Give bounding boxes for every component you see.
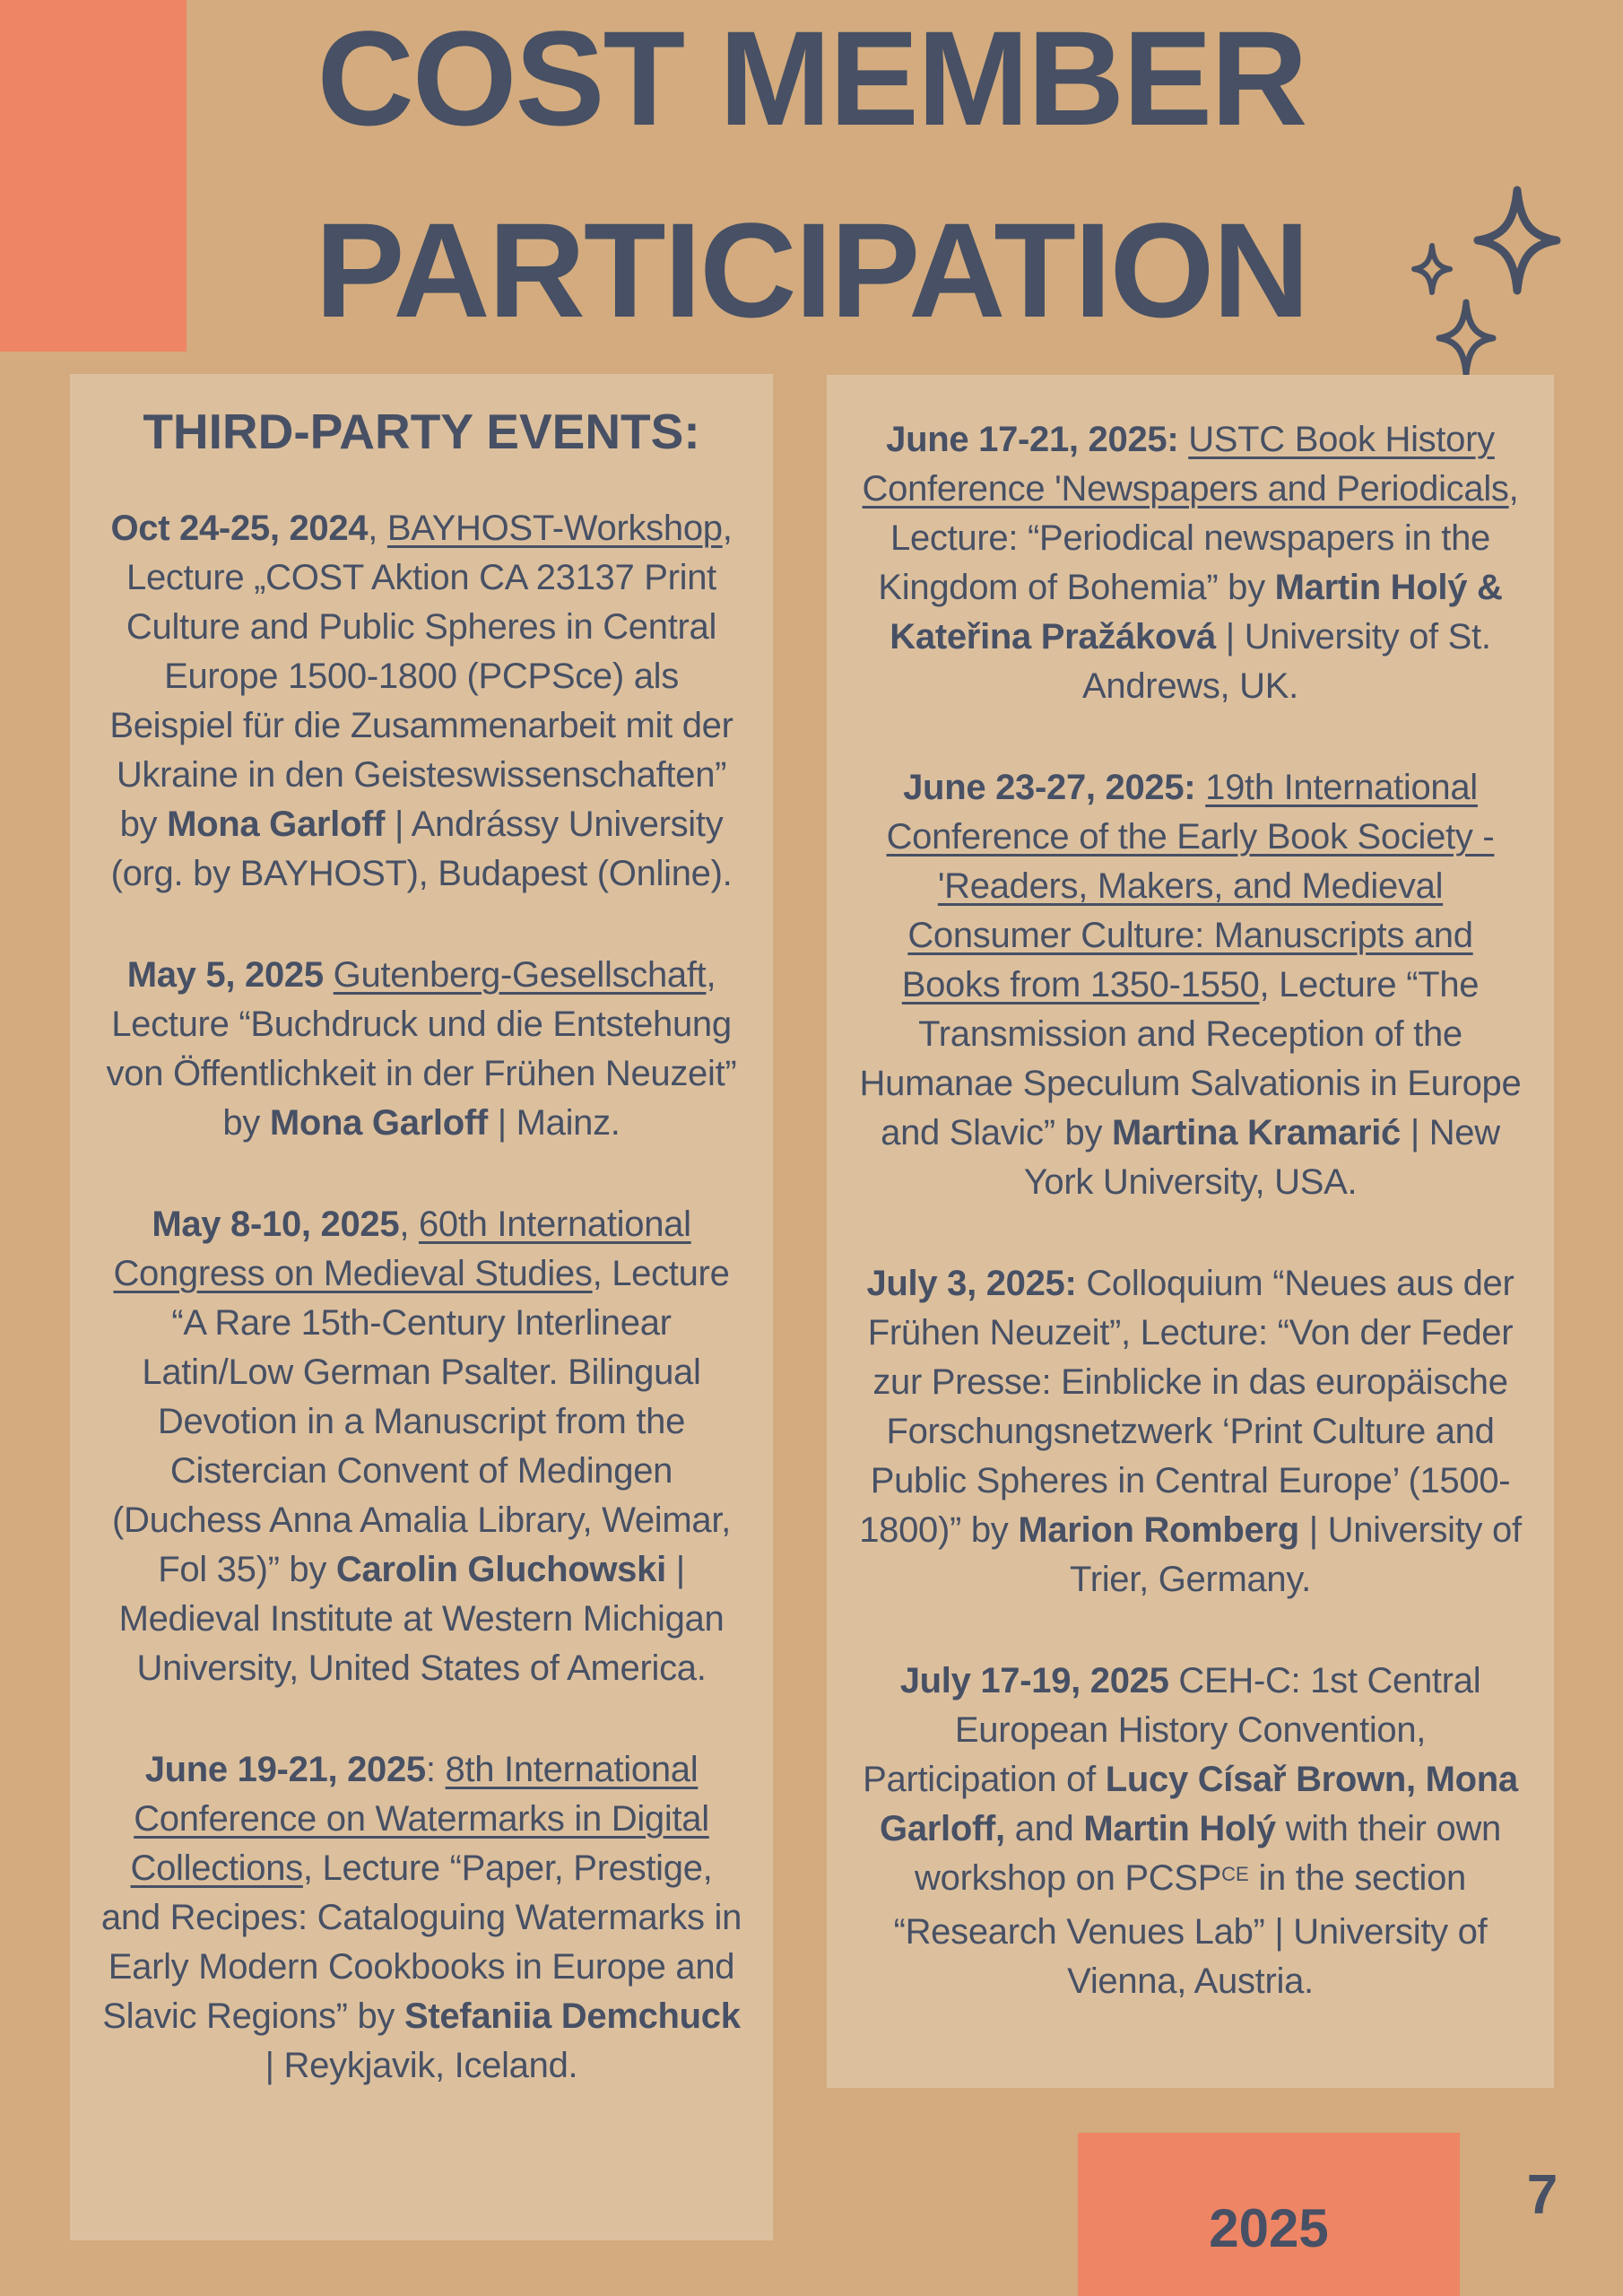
text-run: July 17-19, 2025 [899, 1661, 1169, 1700]
text-run: Colloquium “Neues aus der Frühen Neuzeit”, Lecture: “Von der Feder zur Presse: Einblicke in das europäische Forschungsnetzwerk ‘Print Culture and Public Spheres in Central Europe’ (1500-1800)” by [859, 1264, 1515, 1550]
text-run: May 8-10, 2025 [152, 1204, 400, 1244]
event-link[interactable]: Gutenberg-Gesellschaft [333, 954, 707, 995]
event-item [857, 763, 1523, 1207]
event-item [100, 1745, 742, 2091]
event-link[interactable]: 60th International Congress on Medieval Studies [113, 1204, 691, 1293]
text-run: May 5, 2025 [126, 954, 324, 995]
event-link[interactable]: USTC Book History Conference 'Newspapers and Periodicals [862, 420, 1509, 509]
text-run: | Mainz. [487, 1102, 621, 1143]
text-run: | University of St. Andrews, UK. [1082, 617, 1491, 706]
left-column-heading: THIRD-PARTY EVENTS: [143, 404, 700, 459]
event-link[interactable]: 19th International Conference of the Early Book Society - 'Readers, Makers, and Medieval Consumer Culture: Manuscripts and Books from 1350-1550 [886, 768, 1495, 1004]
text-run [324, 955, 334, 995]
event-item [100, 504, 742, 899]
text-run: Marion Romberg [1018, 1510, 1299, 1550]
text-run: Martin Holý & Kateřina Pražáková [890, 568, 1503, 657]
text-run: , [399, 1204, 419, 1244]
text-run: CEH-C: 1st Central European History Convention, Participation of [863, 1661, 1481, 1799]
text-run: June 23-27, 2025: [903, 768, 1196, 807]
text-run: , Lecture “Buchdruck und die Entstehung von Öffentlichkeit in der Frühen Neuzeit” by [106, 954, 737, 1143]
text-run: | University of Trier, Germany. [1070, 1510, 1522, 1599]
sparkles-icon [1376, 170, 1583, 395]
text-run: | New York University, USA. [1023, 1113, 1500, 1202]
text-run [1178, 420, 1188, 459]
text-run: Lucy Císař Brown, Mona Garloff, [880, 1760, 1518, 1848]
footer-year-badge [1078, 2133, 1460, 2296]
event-link[interactable]: BAYHOST-Workshop [386, 508, 723, 548]
page-title-line1: COST MEMBER [317, 3, 1306, 153]
page-number: 7 [1526, 2164, 1558, 2226]
sparkle-bottom-icon [1439, 302, 1493, 374]
text-run: | Andrássy University (org. by BAYHOST), Budapest (Online). [110, 804, 733, 893]
text-run: Mona Garloff [269, 1102, 488, 1143]
text-run: : [425, 1749, 446, 1789]
left-events-panel [70, 374, 773, 2240]
text-run: , Lecture “Paper, Prestige, and Recipes: Cataloguing Watermarks in Early Modern Cookbooks in Europe and Slavic Regions” by [100, 1848, 742, 2036]
text-run: Oct 24-25, 2024 [110, 508, 369, 548]
event-item [857, 415, 1523, 711]
event-link[interactable]: 8th International Conference on Watermarks in Digital Collections [130, 1749, 709, 1888]
event-item [100, 1200, 742, 1693]
text-run: June 19-21, 2025 [144, 1749, 426, 1789]
event-item [857, 1259, 1523, 1605]
text-run: July 3, 2025: [866, 1264, 1077, 1303]
sparkle-large-icon [1478, 190, 1557, 291]
text-run: and [1004, 1809, 1084, 1848]
text-run: , Lecture “A Rare 15th-Century Interlinear Latin/Low German Psalter. Bilingual Devotion in a Manuscript from the Cistercian Convent of Medingen (Duchess Anna Amalia Library, Weimar, Fol 35)” by [112, 1253, 731, 1589]
text-run: in the section “Research Venues Lab” | University of Vienna, Austria. [893, 1858, 1488, 2001]
text-run: Martin Holý [1083, 1809, 1276, 1848]
footer-year: 2025 [1209, 2197, 1329, 2258]
right-events-panel [827, 375, 1554, 2088]
text-run: CE [1221, 1863, 1249, 1886]
text-run: , Lecture „COST Aktion CA 23137 Print Culture and Public Spheres in Central Europe 1500-1800 (PCPSce) als Beispiel für die Zusammenarbeit mit der Ukraine in den Geisteswissenschaften” by [109, 508, 733, 844]
event-item [100, 951, 742, 1148]
text-run: with their own workshop on PCSP [915, 1809, 1501, 1898]
text-run: , [368, 508, 387, 548]
text-run: , Lecture “The Transmission and Reception of the Humanae Speculum Salvationis in Europe and Slavic” by [859, 965, 1522, 1152]
text-run: Mona Garloff [167, 804, 386, 844]
sparkle-small-icon [1414, 246, 1450, 292]
right-events-list [857, 415, 1523, 2006]
text-run: Martina Kramarić [1112, 1113, 1401, 1152]
text-run: , Lecture: “Periodical newspapers in the Kingdom of Bohemia” by [878, 469, 1519, 607]
text-run: Stefaniia Demchuck [404, 1996, 741, 2036]
text-run: | Medieval Institute at Western Michigan University, United States of America. [118, 1549, 725, 1688]
page-title-line2: PARTICIPATION [315, 195, 1308, 345]
left-events-list [100, 504, 742, 2091]
text-run: | Reykjavik, Iceland. [265, 2045, 578, 2085]
text-run: Carolin Gluchowski [335, 1549, 666, 1589]
event-item [857, 1657, 1523, 2006]
text-run [1195, 768, 1205, 807]
text-run: June 17-21, 2025: [886, 420, 1179, 459]
